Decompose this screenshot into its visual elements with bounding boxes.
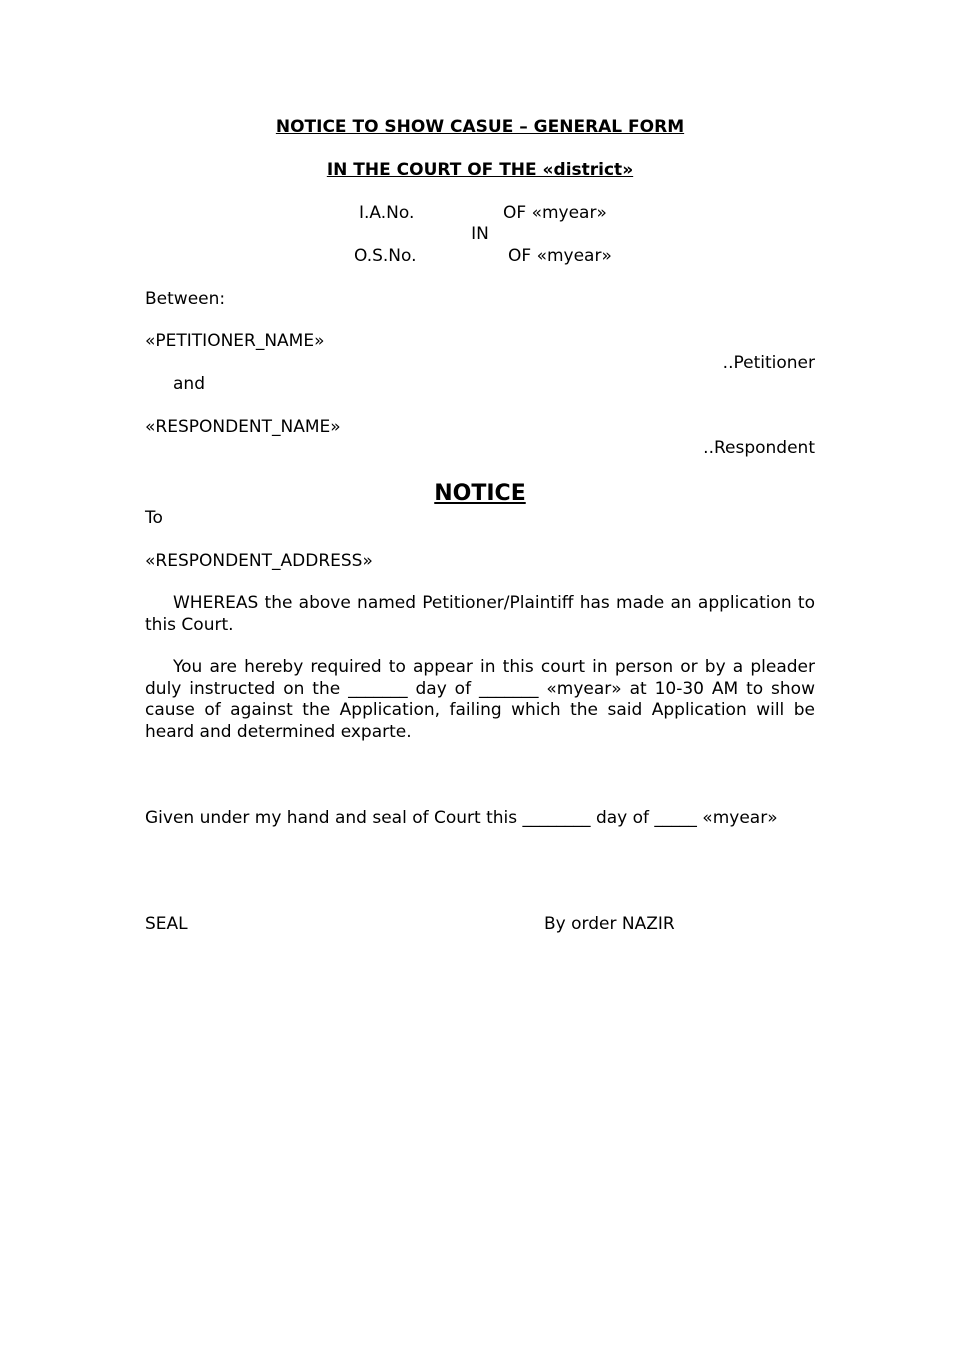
respondent-role: ..Respondent xyxy=(703,438,815,458)
petitioner-name: «PETITIONER_NAME» xyxy=(145,331,325,351)
whereas-paragraph: WHEREAS the above named Petitioner/Plaintiff has made an application to this Court. xyxy=(145,593,815,635)
between-label: Between: xyxy=(145,289,226,309)
signature-label: By order NAZIR xyxy=(544,914,675,934)
ia-year: OF «myear» xyxy=(503,203,607,223)
os-year: OF «myear» xyxy=(508,246,612,266)
ia-number-label: I.A.No. xyxy=(359,203,415,223)
petitioner-role: ..Petitioner xyxy=(722,353,815,373)
os-number-label: O.S.No. xyxy=(354,246,417,266)
seal-label: SEAL xyxy=(145,914,188,934)
appearance-paragraph: You are hereby required to appear in this court in person or by a pleader duly instructed on the _______ day of _______ «myear» at 10-30 AM to show cause of against the Application, failing which the said Application will be heard and determined exparte. xyxy=(145,657,815,742)
given-under-hand-line: Given under my hand and seal of Court this ________ day of _____ «myear» xyxy=(145,808,778,828)
in-label: IN xyxy=(471,224,489,244)
respondent-name: «RESPONDENT_NAME» xyxy=(145,417,341,437)
to-label: To xyxy=(145,508,163,528)
respondent-address: «RESPONDENT_ADDRESS» xyxy=(145,551,373,571)
document-title: NOTICE TO SHOW CASUE – GENERAL FORM xyxy=(275,117,685,137)
court-heading: IN THE COURT OF THE «district» xyxy=(326,160,634,180)
notice-heading: NOTICE xyxy=(434,481,526,506)
and-label: and xyxy=(173,374,205,394)
